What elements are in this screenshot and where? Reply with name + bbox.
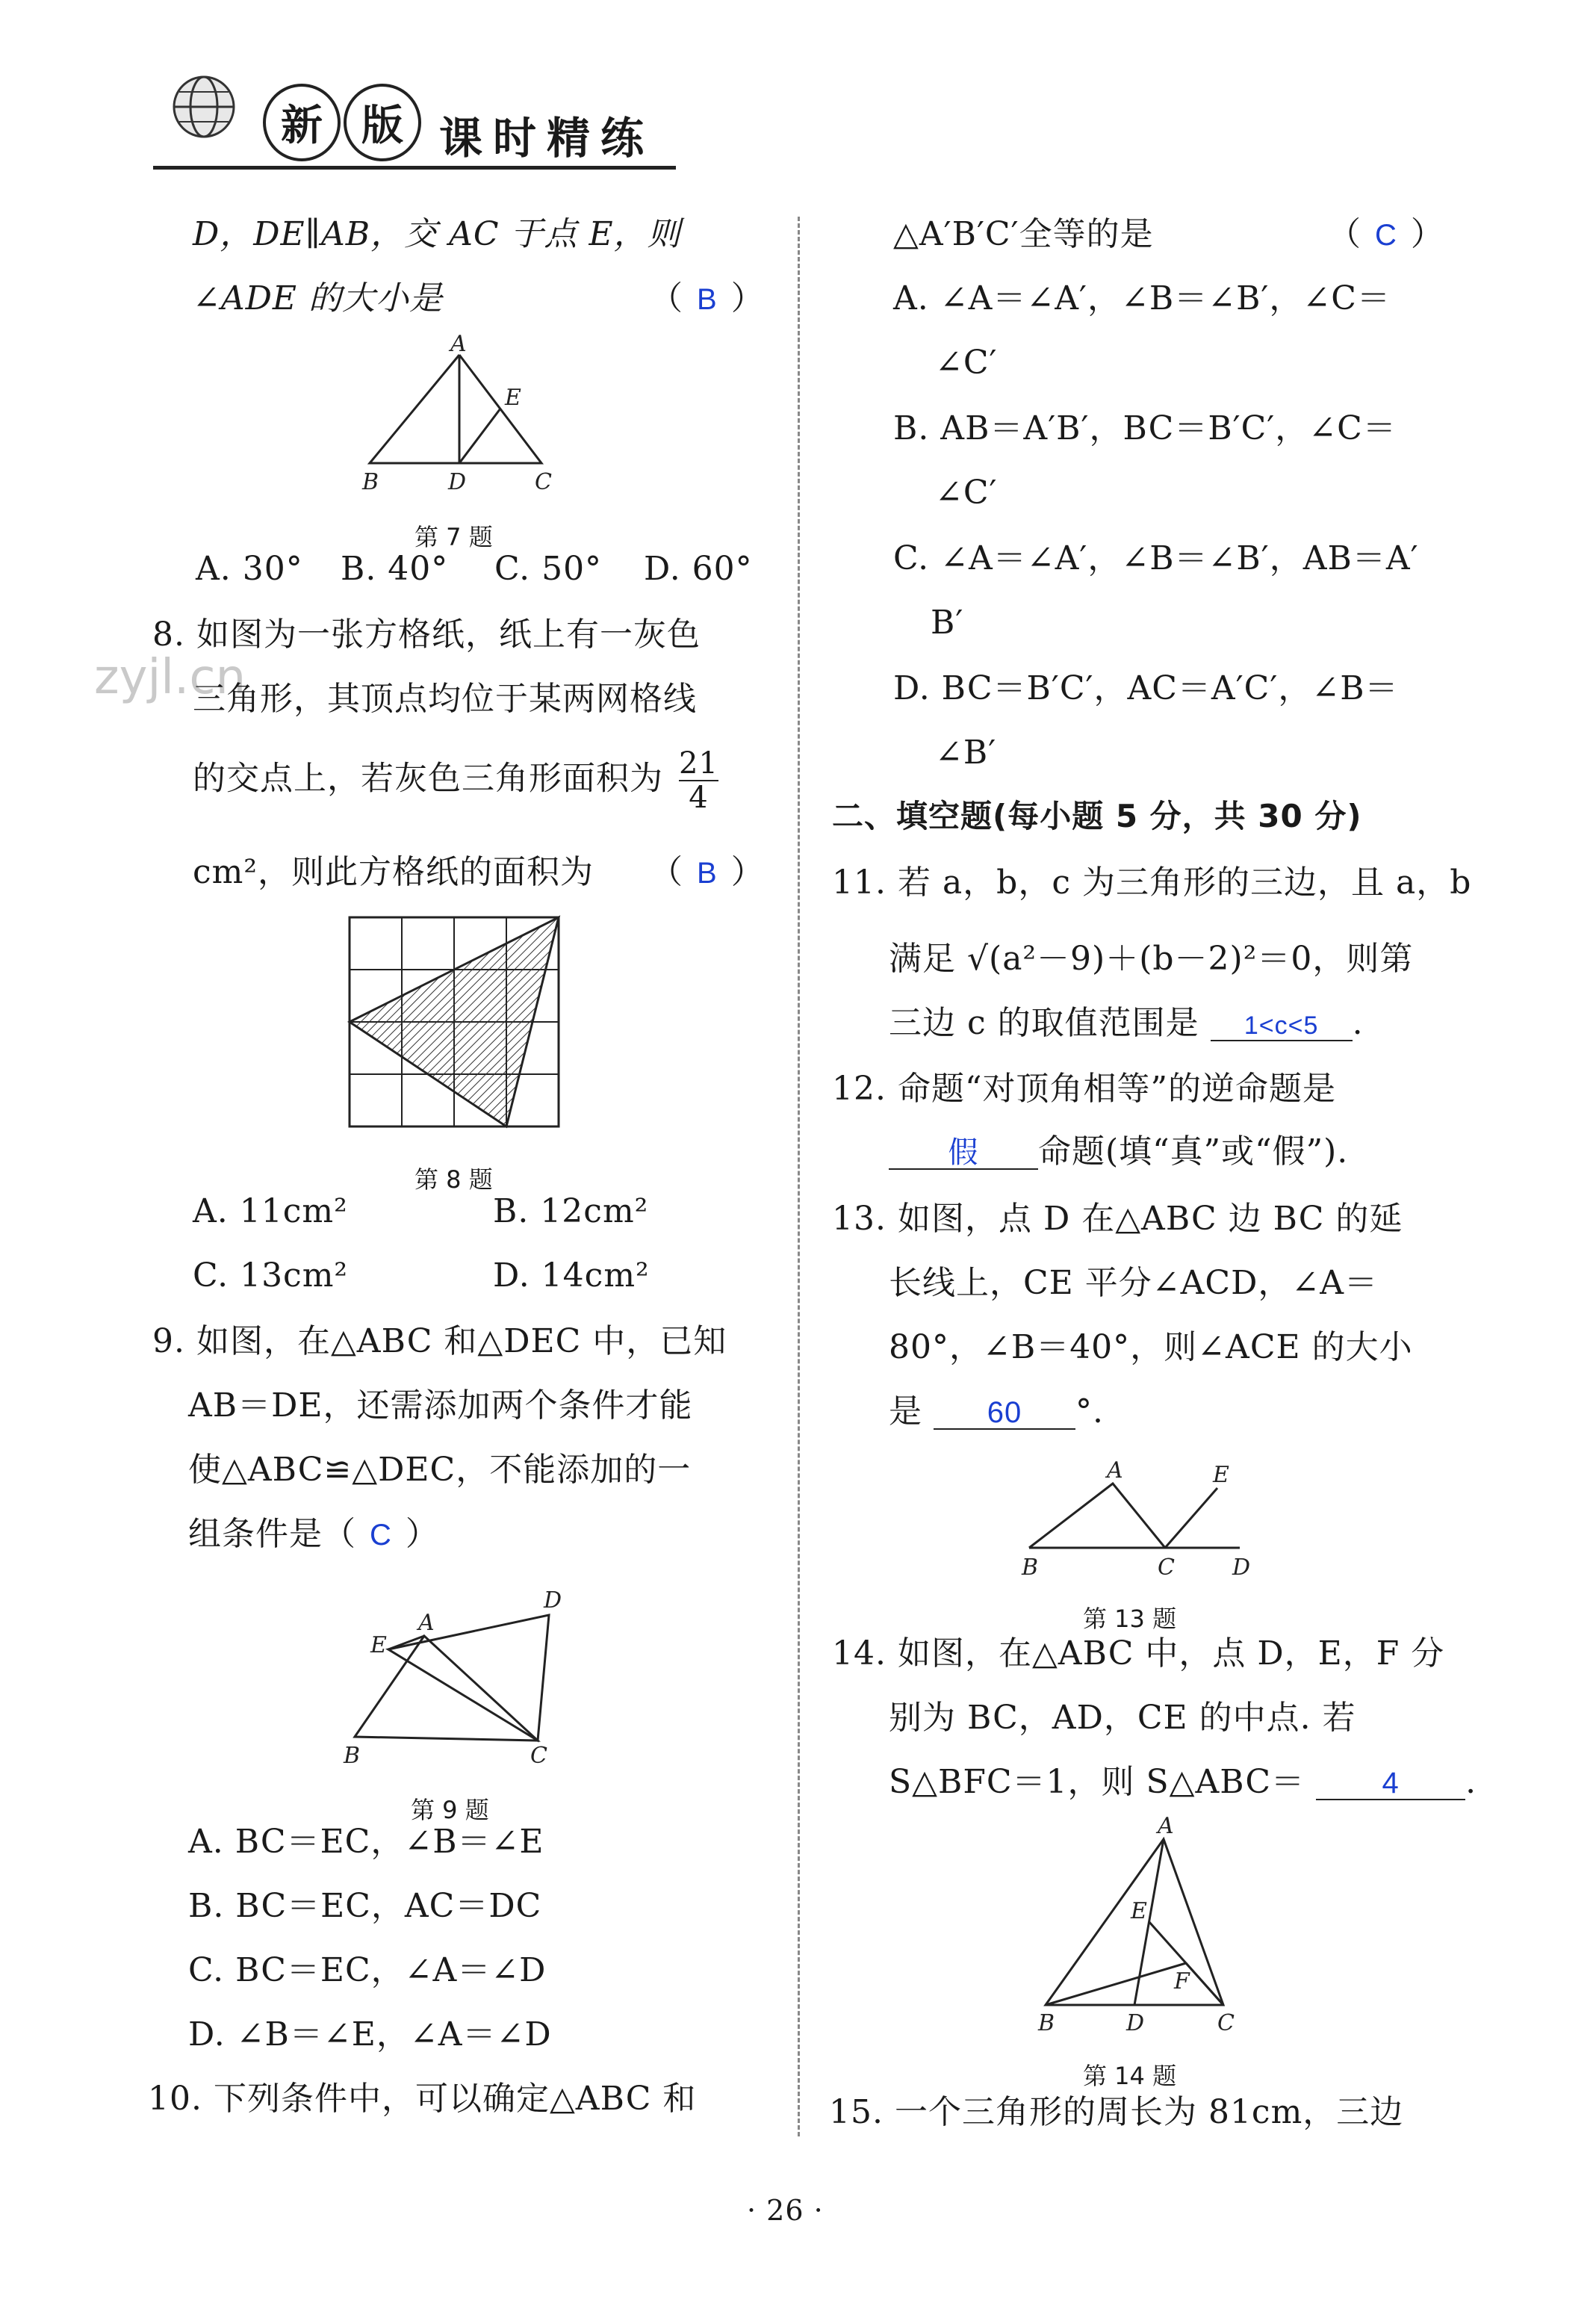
fig9-label-a: A: [418, 1610, 435, 1636]
q7-option-b: B. 40°: [341, 550, 449, 588]
q11-line1: 11. 若 a，b，c 为三角形的三边，且 a，b: [832, 864, 1472, 902]
q8-answer-bracket: （ B ）: [650, 853, 765, 891]
q7-line2: ∠ADE 的大小是: [193, 279, 444, 317]
q14-line2: 别为 BC，AD，CE 的中点. 若: [889, 1699, 1356, 1737]
fig9-label-c: C: [530, 1743, 547, 1769]
page-number: · 26 ·: [747, 2194, 824, 2227]
fig14-label-c: C: [1217, 2010, 1235, 2036]
q8-line1: 8. 如图为一张方格纸，纸上有一灰色: [152, 616, 701, 654]
fig14-label-b: B: [1038, 2010, 1055, 2036]
q14-blank: [1316, 1766, 1465, 1800]
q7-option-a: A. 30°: [196, 550, 303, 588]
fig13-label-b: B: [1022, 1555, 1039, 1581]
q9-option-c: C. BC＝EC，∠A＝∠D: [188, 1951, 547, 1989]
q9-line4-wrap: [188, 1515, 439, 1553]
fig14-label-d: D: [1126, 2010, 1145, 2036]
q7-answer: B: [697, 283, 718, 316]
header-pill-xin: 新: [263, 84, 341, 161]
q9-option-b: B. BC＝EC，AC＝DC: [188, 1887, 542, 1925]
q9-close: ）: [405, 1515, 439, 1553]
q9-option-d: D. ∠B＝∠E，∠A＝∠D: [188, 2015, 552, 2054]
q12-line2-wrap: [889, 1132, 1349, 1171]
q8-option-a: A. 11cm²: [193, 1192, 348, 1230]
q9-caption: 第 9 题: [411, 1796, 489, 1824]
globe-icon: [170, 73, 237, 140]
fig13-label-c: C: [1158, 1555, 1175, 1581]
q7-option-d: D. 60°: [644, 550, 753, 588]
fig7-label-d: D: [448, 469, 467, 495]
q8-fraction: [679, 747, 718, 814]
figure-8-grid: [348, 916, 572, 1140]
q10-option-a-cont: ∠C′: [935, 344, 998, 382]
figure-9: [344, 1576, 583, 1770]
q8-option-b: B. 12cm²: [493, 1192, 649, 1230]
q14-line3-wrap: S△BFC＝1，则 S△ABC＝ 4 .: [889, 1763, 1477, 1801]
q14-answer: 4: [1382, 1767, 1400, 1800]
q9-line2: AB＝DE，还需添加两个条件才能: [188, 1386, 693, 1425]
figure-14: [1031, 1813, 1270, 2054]
q9-answer: C: [370, 1519, 392, 1552]
q14-line3: S△BFC＝1，则 S△ABC＝: [889, 1763, 1305, 1801]
q12-line1: 12. 命题“对顶角相等”的逆命题是: [832, 1070, 1336, 1108]
q9-line1: 9. 如图，在△ABC 和△DEC 中，已知: [152, 1322, 727, 1360]
q14-caption: 第 14 题: [1083, 2062, 1177, 2090]
q11-answer: 1<c<5: [1243, 1011, 1319, 1040]
q10-line2: △A′B′C′全等的是: [893, 215, 1154, 253]
q7-line1: D，DE∥AB，交 AC 于点 E，则: [193, 215, 681, 253]
q8-line3: 的交点上，若灰色三角形面积为: [193, 759, 663, 798]
fig9-label-e: E: [370, 1632, 387, 1658]
fig14-label-a: A: [1158, 1813, 1174, 1839]
q11-blank: [1211, 1007, 1353, 1041]
q9-option-a: A. BC＝EC，∠B＝∠E: [188, 1823, 544, 1861]
q13-line3: 80°，∠B＝40°，则∠ACE 的大小: [889, 1328, 1413, 1366]
q8-answer: B: [697, 857, 718, 890]
fig13-label-d: D: [1232, 1555, 1251, 1581]
column-divider: [798, 217, 800, 2136]
q10-option-a: A. ∠A＝∠A′，∠B＝∠B′，∠C＝: [893, 279, 1391, 317]
q13-unit: °.: [1075, 1392, 1104, 1431]
header-rule: [153, 166, 676, 170]
fig7-label-a: A: [450, 331, 467, 357]
q13-line4-wrap: [889, 1392, 1104, 1431]
q10-option-d: D. BC＝B′C′，AC＝A′C′，∠B＝: [893, 669, 1399, 707]
q8-option-c: C. 13cm²: [193, 1256, 349, 1295]
fig14-label-f: F: [1174, 1968, 1190, 1994]
q13-line4: 是: [889, 1392, 922, 1431]
fig13-label-e: E: [1213, 1462, 1229, 1488]
q8-caption: 第 8 题: [414, 1165, 493, 1194]
fig14-label-e: E: [1131, 1898, 1147, 1924]
section-2-heading: 二、填空题(每小题 5 分，共 30 分): [832, 798, 1362, 834]
q9-line4: 组条件是（: [188, 1515, 356, 1553]
q10-option-c-cont: B′: [931, 604, 964, 642]
q8-line2: 三角形，其顶点均位于某两网格线: [193, 680, 697, 718]
q11-line2: 满足 √(a²－9)＋(b－2)²＝0，则第: [889, 940, 1414, 978]
q13-answer: 60: [987, 1396, 1022, 1429]
q11-line3-wrap: 三边 c 的取值范围是 1<c<5 .: [889, 1004, 1364, 1042]
q13-line1: 13. 如图，点 D 在△ABC 边 BC 的延: [832, 1200, 1403, 1238]
q13-blank: [934, 1395, 1075, 1430]
q7-caption: 第 7 题: [414, 523, 493, 551]
q7-answer-bracket: （ B ）: [650, 279, 765, 317]
header-pill-ban: 版: [344, 84, 421, 161]
q10-line1: 10. 下列条件中，可以确定△ABC 和: [148, 2080, 697, 2118]
q14-line1: 14. 如图，在△ABC 中，点 D，E，F 分: [832, 1634, 1445, 1673]
q12-answer: 假: [948, 1136, 979, 1169]
watermark: zyjl.cn: [94, 650, 246, 705]
fig7-label-c: C: [535, 469, 552, 495]
q13-caption: 第 13 题: [1083, 1605, 1177, 1633]
figure-13: [1016, 1457, 1285, 1584]
q8-frac-num: 21: [679, 746, 718, 781]
q10-answer-bracket: （ C ）: [1328, 215, 1444, 253]
q8-option-d: D. 14cm²: [493, 1256, 650, 1295]
q10-option-b: B. AB＝A′B′，BC＝B′C′，∠C＝: [893, 409, 1397, 447]
fig7-label-b: B: [362, 469, 379, 495]
q10-answer: C: [1375, 219, 1397, 252]
fig9-label-b: B: [344, 1743, 361, 1769]
q10-option-c: C. ∠A＝∠A′，∠B＝∠B′，AB＝A′: [893, 539, 1419, 577]
q10-option-d-cont: ∠B′: [935, 734, 997, 772]
q12-blank: [889, 1135, 1038, 1170]
q8-line4: cm²，则此方格纸的面积为: [193, 853, 594, 891]
q11-line3: 三边 c 的取值范围是: [889, 1004, 1199, 1042]
q8-line3-wrap: [193, 747, 723, 814]
q12-line2: 命题(填“真”或“假”).: [1038, 1132, 1349, 1171]
fig9-label-d: D: [544, 1587, 562, 1614]
header-title: 课时精练: [439, 113, 655, 164]
q10-option-b-cont: ∠C′: [935, 474, 998, 512]
fig13-label-a: A: [1107, 1457, 1123, 1484]
fig7-label-e: E: [505, 385, 521, 411]
q7-option-c: C. 50°: [494, 550, 603, 588]
q8-frac-den: 4: [689, 781, 709, 815]
q9-line3: 使△ABC≌△DEC，不能添加的一: [188, 1451, 692, 1489]
q15-line1: 15. 一个三角形的周长为 81cm，三边: [829, 2093, 1404, 2131]
q13-line2: 长线上，CE 平分∠ACD，∠A＝: [889, 1264, 1378, 1302]
figure-7: [358, 331, 583, 512]
